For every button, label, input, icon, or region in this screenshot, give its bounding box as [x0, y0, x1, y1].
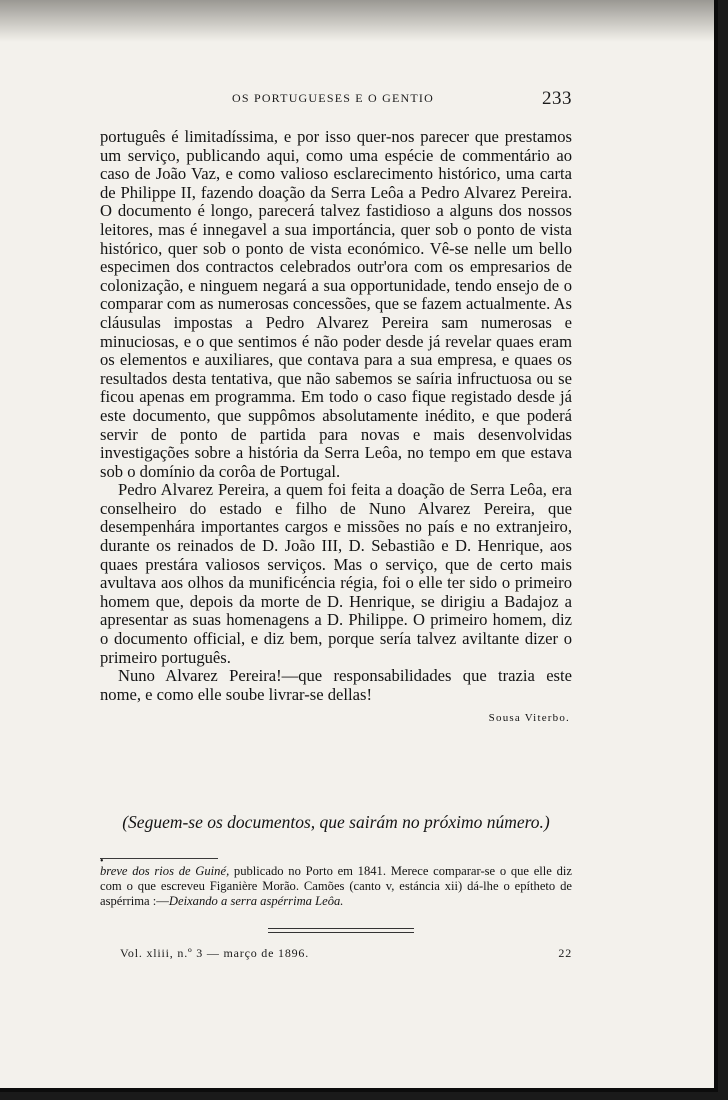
paragraph-3: Nuno Alvarez Pereira!—que responsabilidades que trazia este nome, e como elle soube livrar-se dellas! — [100, 666, 572, 704]
paragraph-2: Pedro Alvarez Pereira, a quem foi feita a doação de Serra Leôa, era conselheiro do estado e filho de Nuno Alvarez Pereira, que desempenhára importantes cargos e missões no país e no extranjeiro, durante os reinados de D. João III, D. Sebastião e D. Henrique, aos quaes prestára valiosos serviços. Mas o serviço, que de certo mais avultava aos olhos da munificéncia régia, foi o elle ter sido o primeiro homem que, depois da morte de D. Henrique, se dirigiu a Badajoz a apresentar as suas homenagens a D. Philippe. O primeiro homem, diz o documento official, e diz bem, porque sería talvez aviltante dizer o primeiro português. — [100, 480, 572, 667]
paragraph-1: português é limitadíssima, e por isso quer-nos parecer que prestamos um serviço, publicando aqui, como uma espécie de commentário ao caso de João Vaz, e como valioso esclarecimento histórico, uma carta de Philippe II, fazendo doação da Serra Leôa a Pedro Alvarez Pereira. O documento é longo, parecerá talvez fastidioso a alguns dos nossos leitores, mas é innegavel a sua importáncia, quer sob o ponto de vista histórico, quer sob o ponto de vista económico. Vê-se nelle um bello especimen dos contractos celebrados outr'ora com os empresarios de colonização, e ninguem negará a sua opportunidade, tendo ensejo de o comparar com as numerosas concessões, que se fazem actualmente. As cláusulas impostas a Pedro Alvarez Pereira sam numerosas e minuciosas, e o que sentimos é não poder desde já revelar quaes eram os elementos e auxiliares, que contava para a sua empresa, e quaes os resultados desta tentativa, que não sabemos se saíria infructuosa ou se ficou apenas em programma. Em todo o caso fique registado desde já este documento, que suppômos absolutamente inédito, e que poderá servir de ponto de partida para novas e mais desenvolvidas investigações sobre a história da Serra Leôa, no tempo em que estava sob o domínio da corôa de Portugal. — [100, 127, 572, 481]
footnote-text: publicado no Porto em 1841. Merece comparar-se o que elle diz com o que escreveu Figanière Morão. Camões (canto v, estáncia xii) dá-lhe o epítheto de aspérrima :— — [100, 864, 572, 908]
footnote-rule — [100, 858, 218, 859]
signature-number: 22 — [558, 946, 572, 960]
continuation-note: (Seguem-se os documentos, que sairám no próximo número.) — [122, 812, 550, 832]
running-title: OS PORTUGUESES E O GENTIO — [232, 91, 434, 105]
footnote-italic-end: Deixando a serra aspérrima Leôa. — [168, 894, 344, 908]
author-signature: Sousa Viterbo. — [488, 712, 570, 725]
page-number: 233 — [542, 88, 572, 109]
footnote — [100, 856, 572, 909]
running-head — [100, 88, 572, 111]
footnote-marker: • — [100, 856, 104, 867]
article-body — [100, 128, 572, 728]
footnote-end-rule — [268, 928, 414, 933]
signature-line: Vol. xliii, n.º 3 — março de 1896. — [120, 946, 310, 960]
footnote-italic-start: breve dos rios de Guiné, — [100, 864, 230, 878]
